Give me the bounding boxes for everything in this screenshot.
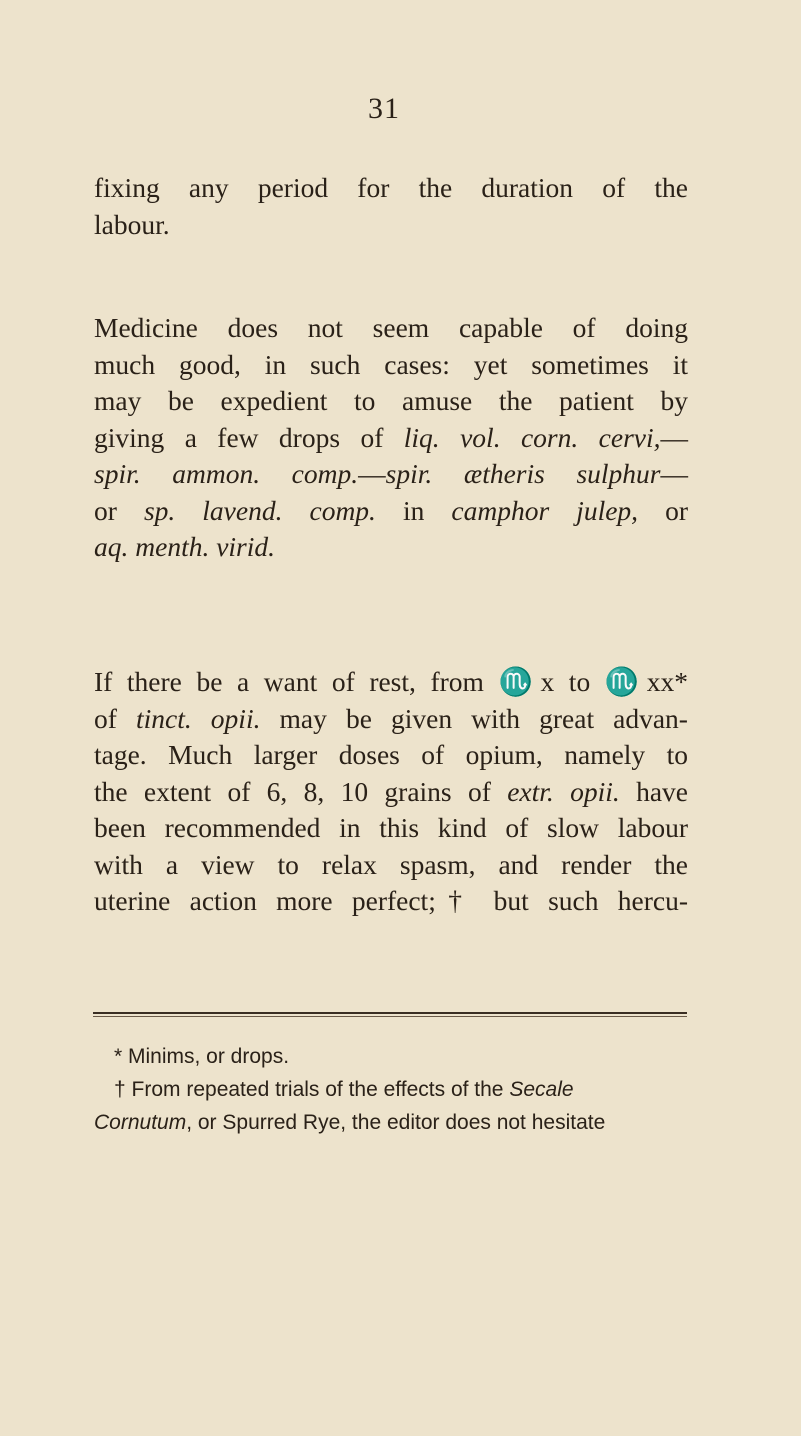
text-line: labour. [94, 208, 170, 240]
page-number: 31 [368, 92, 400, 125]
latin-term: extr. opii. [507, 775, 620, 807]
text-run: giving a few drops of [94, 421, 404, 453]
text-line [94, 529, 688, 566]
text-run: or [94, 494, 144, 526]
footnote-2 [94, 1073, 688, 1106]
latin-term: aq. menth. virid. [94, 531, 276, 562]
text-line: fixing any period for the duration of the [94, 172, 688, 203]
text-run: may be given with great advan- [260, 702, 688, 734]
latin-term: liq. vol. corn. cervi, [403, 421, 661, 453]
dash: — [660, 421, 689, 453]
text-line [94, 420, 688, 457]
latin-term: tinct. opii. [135, 702, 261, 734]
dash: — [358, 458, 386, 489]
latin-term: camphor julep, [451, 494, 639, 526]
latin-term: sp. lavend. comp. [143, 494, 376, 526]
text-run: of [94, 702, 136, 734]
text-run: or [638, 494, 688, 526]
text-run: have [619, 775, 689, 807]
dash: — [660, 458, 688, 489]
text-line: uterine action more perfect;† but such hercu- [94, 885, 688, 916]
text-run: the extent of 6, 8, 10 grains of [94, 775, 508, 807]
text-line [94, 493, 688, 530]
text-line: Medicine does not seem capable of doing [94, 312, 688, 343]
text-line: may be expedient to amuse the patient by [94, 385, 688, 416]
footnote-divider-secondary [93, 1016, 687, 1017]
text-run: in [375, 494, 452, 526]
text-line [94, 701, 688, 738]
text-run: † From repeated trials of the effects of the [114, 1078, 510, 1101]
latin-term: spir. ammon. comp. [94, 458, 359, 489]
text-line [94, 456, 688, 493]
footnote-2-continued [94, 1106, 688, 1139]
paragraph-1 [94, 170, 688, 243]
text-line: much good, in such cases: yet sometimes it [94, 348, 688, 380]
text-line: If there be a want of rest, from ♏x to ♏xx* [94, 666, 688, 697]
text-line [94, 774, 688, 811]
paragraph-2 [94, 310, 688, 566]
text-line: been recommended in this kind of slow labour [94, 812, 688, 843]
latin-term: Cornutum [94, 1111, 187, 1134]
footnotes [94, 1040, 688, 1139]
latin-term: Secale [509, 1078, 574, 1101]
footnote-1: * Minims, or drops. [114, 1045, 290, 1068]
text-line: with a view to relax spasm, and render the [94, 848, 688, 880]
latin-term: spir. ætheris sulphur [385, 458, 661, 489]
footnote-divider [93, 1012, 687, 1014]
text-run: , or Spurred Rye, the editor does not hesitate [186, 1111, 606, 1134]
text-line: tage. Much larger doses of opium, namely to [94, 739, 688, 770]
paragraph-3 [94, 664, 688, 920]
